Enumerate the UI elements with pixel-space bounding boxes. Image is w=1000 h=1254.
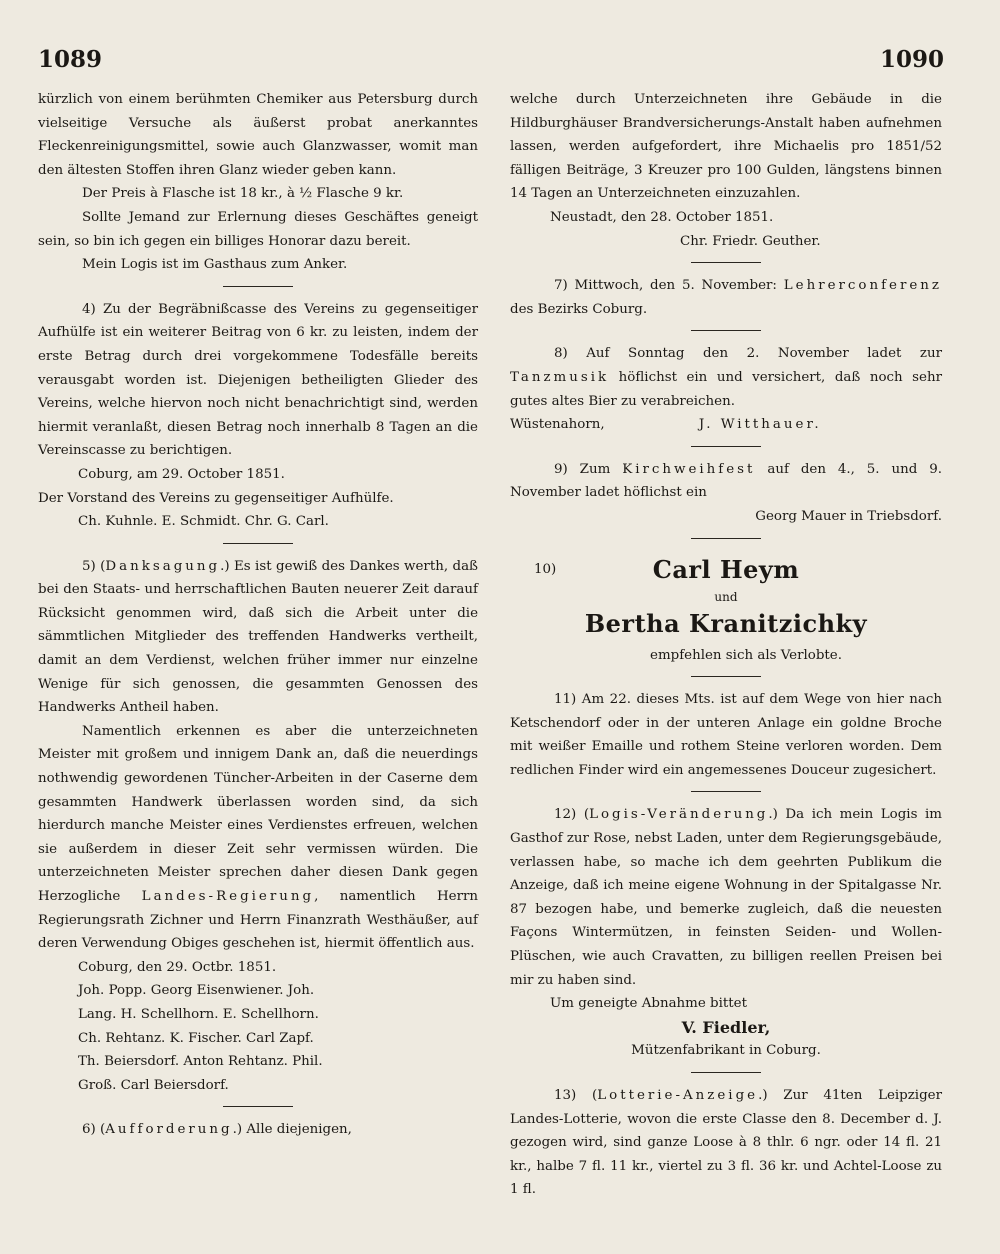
notice-5-signer-line: Ch. Rehtanz. K. Fischer. Carl Zapf. (78, 1030, 314, 1046)
notice-5-signer-line: Lang. H. Schellhorn. E. Schellhorn. (78, 1006, 319, 1022)
separator-rule (223, 543, 293, 544)
separator-rule (691, 1072, 761, 1073)
notice-5-paragraph (38, 555, 478, 720)
notice-10-and: und (714, 589, 738, 604)
notice-7-text-2: des Bezirks Coburg. (510, 301, 648, 317)
notice-5-number: 5) ( (82, 558, 106, 574)
notice-10-number: 10) (534, 561, 557, 577)
notice-8-text: 8) Auf Sonntag den 2. November ladet zur (554, 346, 942, 362)
notice-8-signature-line (510, 413, 942, 437)
notice-6-signature: Chr. Friedr. Geuther. (680, 233, 821, 249)
notice-8-paragraph (510, 342, 942, 413)
notice-6-paragraph (38, 1118, 478, 1142)
notice-3-price: Der Preis à Flasche ist 18 kr., à ½ Flasche 9 kr. (82, 186, 404, 202)
notice-6 (38, 1118, 478, 1142)
notice-3-continuation (38, 88, 478, 277)
notice-4-organization: Der Vorstand des Vereins zu gegenseitiger Aufhülfe. (38, 490, 394, 506)
notice-7 (510, 274, 942, 321)
notice-12-name: V. Fiedler, (681, 1017, 771, 1037)
notice-12 (510, 803, 942, 1063)
notice-8-name: J. Witthauer. (698, 417, 822, 433)
notice-7-spaced-word: Lehrerconferenz (783, 278, 942, 294)
notice-13 (510, 1084, 942, 1202)
notice-9-text: 9) Zum (554, 461, 623, 477)
notice-13-heading: Lotterie-Anzeige (597, 1088, 759, 1103)
notice-7-text: 7) Mittwoch, den 5. November: (554, 278, 784, 294)
notice-5-paragraph-2 (38, 720, 478, 956)
notice-11 (510, 688, 942, 782)
notice-12-title: Mützenfabrikant in Coburg. (631, 1043, 821, 1059)
notice-9 (510, 458, 942, 529)
notice-12-text: .) Da ich mein Logis im Gasthof zur Rose, nebst Laden, unter dem Regierungsgebäude, verlassen habe, so mache ich dem geehrten Publikum die Anzeige, daß ich meine eigene Wohnung in der Spitalgasse Nr. 87 bezogen habe, und bemerke zugleich, daß die neuesten Façons Wintermützen, in feinsten Seiden- und Wollen-Plüschen, wie auch Cravatten, zu billigen reellen Preisen bei mir zu haben sind. (510, 807, 942, 988)
notice-5-text-3: , namentlich Herrn Regierungsrath Zichner und Herrn Finanzrath Westhäußer, auf deren Verwendung Obiges geschehen ist, hiermit öffentlich aus. (38, 889, 478, 952)
notice-4-paragraph: 4) Zu der Begräbnißcasse des Vereins zu gegenseitiger Aufhülfe ist ein weiterer Beitrag von 6 kr. zu leisten, indem der erste Betrag durch drei vorgekommene Todesfälle bereits verausgabt worden ist. Diejenigen betheiligten Glieder des Vereins, welche hiervon noch nicht benachrichtigt sind, werden hiermit veranlaßt, diesen Betrag noch innerhalb 8 Tagen an die Vereinscasse zu berichtigen. (38, 301, 478, 459)
notice-3-offer: Sollte Jemand zur Erlernung dieses Geschäftes geneigt sein, so bin ich gegen ein billiges Honorar dazu bereit. (38, 209, 478, 249)
page-number-right: 1090 (879, 46, 944, 73)
notice-5-place-date: Coburg, den 29. Octbr. 1851. (78, 959, 277, 975)
notice-6-place-date: Neustadt, den 28. October 1851. (550, 209, 774, 225)
notice-12-heading: Logis-Veränderung (589, 807, 769, 823)
separator-rule (691, 791, 761, 792)
notice-4 (38, 298, 478, 534)
page-number-left: 1089 (38, 46, 103, 73)
separator-rule (223, 286, 293, 287)
separator-rule (691, 446, 761, 447)
separator-rule (691, 676, 761, 677)
notice-9-paragraph (510, 458, 942, 505)
notice-4-signatures: Ch. Kuhnle. E. Schmidt. Chr. G. Carl. (78, 514, 329, 530)
notice-12-closing: Um geneigte Abnahme bittet (550, 996, 747, 1012)
notice-6-text: .) Alle diejenigen, (232, 1122, 352, 1138)
separator-rule (691, 538, 761, 539)
notice-10-name-groom: Carl Heym (652, 554, 800, 584)
notice-5 (38, 555, 478, 1098)
notice-5-text: .) Es ist gewiß des Dankes werth, daß bei den Staats- und herrschaftlichen Bauten neuerer Zeit darauf Rücksicht genommen wird, daß sich die Arbeit unter die sämmtlichen Mitglieder des treffenden Handwerks vertheilt, damit an dem Verdienst, welchen früher immer nur einzelne Wenige für sich genossen, die gesammten Genossen des Handwerks Antheil haben. (38, 558, 478, 716)
notice-5-signer-line: Th. Beiersdorf. Anton Rehtanz. Phil. (78, 1054, 323, 1070)
notice-12-paragraph (510, 803, 942, 992)
notice-10-row (510, 550, 942, 590)
notice-8 (510, 342, 942, 436)
notice-6-continuation (510, 88, 942, 253)
separator-rule (223, 1106, 293, 1107)
notice-12-number: 12) ( (554, 807, 590, 823)
notice-6-continued-paragraph: welche durch Unterzeichneten ihre Gebäude in die Hildburghäuser Brandversicherungs-Anstalt haben aufnehmen lassen, werden aufgefordert, ihre Michaelis pro 1851/52 fälligen Beiträge, 3 Kreuzer pro 100 Gulden, längstens binnen 14 Tagen an Unterzeichneten einzuzahlen. (510, 92, 942, 202)
notice-3-paragraph: kürzlich von einem berühmten Chemiker aus Petersburg durch vielseitige Versuche als äußerst probat anerkanntes Fleckenreinigungsmittel, sowie auch Glanzwasser, womit man den ältesten Stoffen ihren Glanz wieder geben kann. (38, 92, 478, 178)
notice-9-text-2: auf den 4., 5. und 9. November ladet höflichst ein (510, 461, 942, 501)
separator-rule (691, 262, 761, 263)
notice-5-spaced-word: Landes-Regierung (141, 889, 315, 904)
left-column (38, 88, 478, 1142)
notice-5-signer-line: Groß. Carl Beiersdorf. (78, 1077, 229, 1093)
right-column (510, 88, 942, 1202)
notice-10-announcement: empfehlen sich als Verlobte. (650, 647, 842, 663)
notice-11-paragraph: 11) Am 22. dieses Mts. ist auf dem Wege von hier nach Ketschendorf oder in der unteren Anlage ein goldne Broche mit weißer Emaille und rothem Steine verloren worden. Dem redlichen Finder wird ein angemessenes Douceur zugesichert. (510, 692, 942, 778)
notice-7-paragraph (510, 274, 942, 321)
notice-9-spaced-word: Kirchweihfest (622, 461, 756, 477)
notice-13-paragraph (510, 1084, 942, 1202)
notice-8-spaced-word: Tanzmusik (510, 369, 610, 385)
notice-3-address: Mein Logis ist im Gasthaus zum Anker. (82, 257, 348, 273)
notice-4-place-date: Coburg, am 29. October 1851. (78, 466, 285, 482)
notice-8-place: Wüstenahorn, (510, 417, 605, 433)
notice-13-number: 13) ( (554, 1088, 598, 1103)
notice-5-text-2: Namentlich erkennen es aber die unterzeichneten Meister mit großem und innigem Dank an, daß die neuerdings nothwendig gewordenen Tüncher-Arbeiten in der Caserne dem gesammten Handwerk überlassen worden sind, da sich hierdurch manche Meister eines Verdienstes erfreuen, welchen sie außerdem in dieser Zeit sehr vermissen würden. Die unterzeichneten Meister sprechen daher diesen Dank gegen Herzogliche (38, 723, 478, 904)
notice-10-name-bride: Bertha Kranitzichky (584, 608, 868, 638)
notice-5-signer-line: Joh. Popp. Georg Eisenwiener. Joh. (78, 983, 315, 999)
separator-rule (691, 330, 761, 331)
notice-6-heading: Aufforderung (105, 1122, 233, 1138)
notice-9-signature: Georg Mauer in Triebsdorf. (755, 508, 942, 524)
notice-6-number: 6) ( (82, 1122, 106, 1138)
notice-8-text-2: höflichst ein und versichert, daß noch sehr gutes altes Bier zu verabreichen. (510, 369, 942, 409)
notice-13-text: .) Zur 41ten Leipziger Landes-Lotterie, wovon die erste Classe den 8. December d. J. gezogen wird, sind ganze Loose à 8 thlr. 6 ngr. oder 14 fl. 21 kr., halbe 7 fl. 11 kr., viertel zu 3 fl. 36 kr. und Achtel-Loose zu 1 fl. (510, 1088, 942, 1198)
notice-5-heading: Danksagung (105, 558, 221, 574)
notice-10-engagement (510, 550, 942, 668)
